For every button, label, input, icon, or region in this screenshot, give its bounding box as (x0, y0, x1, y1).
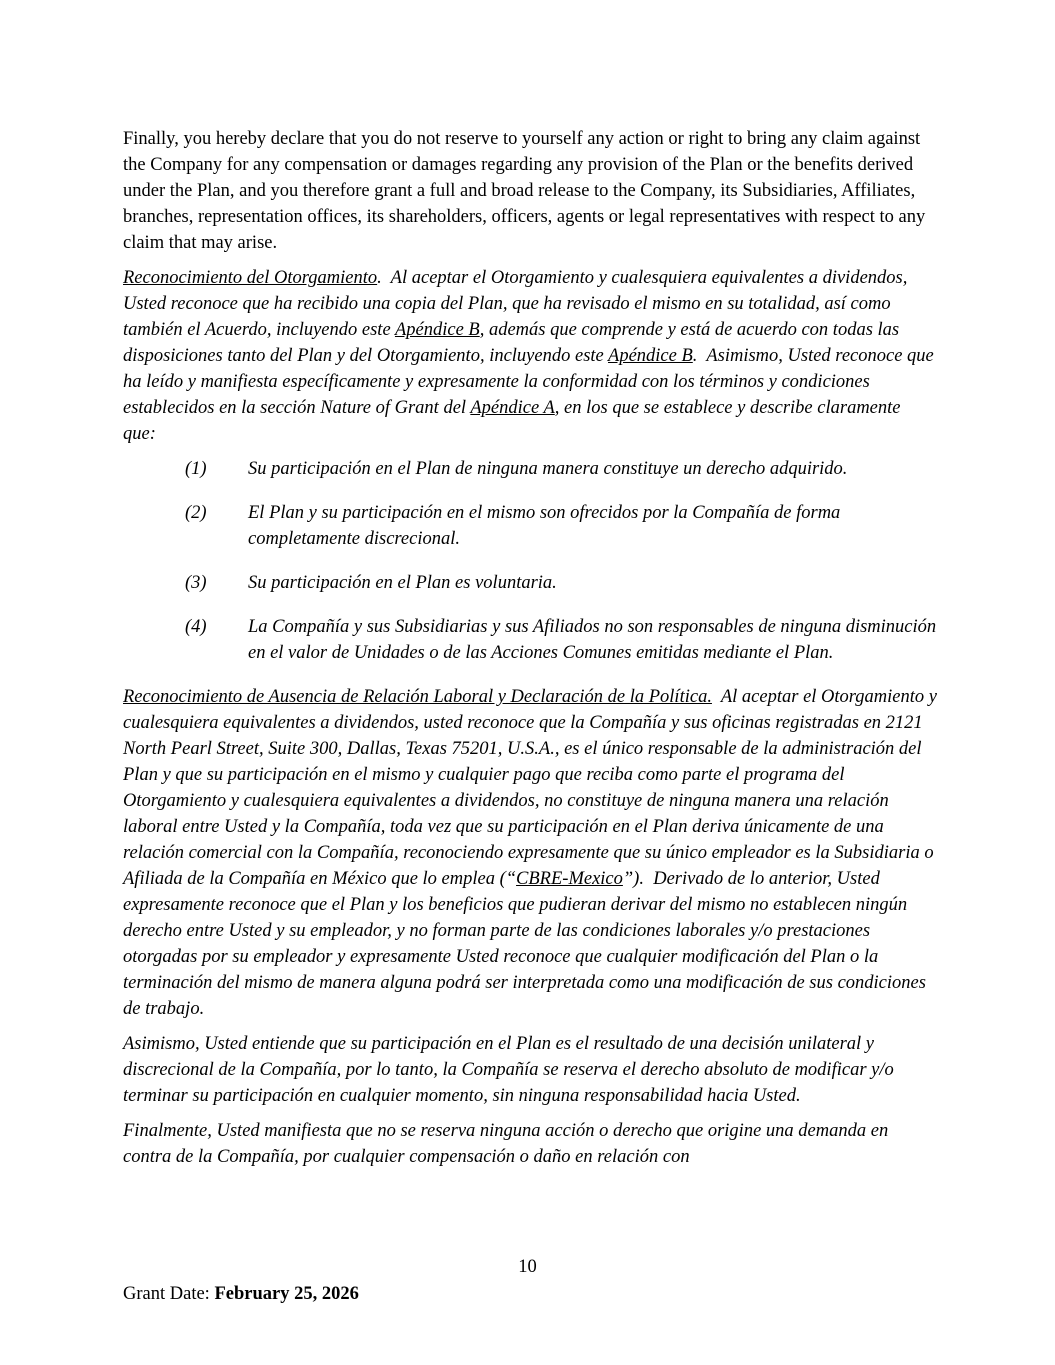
paragraph-reconocimiento-ausencia-relacion-laboral (123, 684, 942, 1022)
underlined-apendice-b-reference: Apéndice B (608, 346, 693, 366)
list-text: Su participación en el Plan de ninguna manera constituye un derecho adquirido. (248, 459, 848, 479)
grant-date-label: Grant Date: (123, 1284, 215, 1304)
list-marker: (1) (185, 459, 207, 479)
list-item-1 (123, 456, 937, 482)
list-text: La Compañía y sus Subsidiarias y sus Afiliados no son responsables de ninguna disminución en el valor de Unidades o de las Acciones Comunes emitidas mediante el Plan. (248, 617, 941, 663)
underlined-apendice-b-reference: Apéndice B (394, 320, 480, 340)
underlined-heading-ausencia-relacion-laboral: Reconocimiento de Ausencia de Relación Laboral y Declaración de la Política. (123, 687, 712, 707)
list-marker: (3) (185, 573, 207, 593)
list-marker: (2) (185, 503, 207, 523)
list-marker: (4) (185, 617, 207, 637)
grant-date-line (123, 1281, 359, 1307)
grant-date-value: February 25, 2026 (214, 1284, 359, 1304)
paragraph-finalmente: Finalmente, Usted manifiesta que no se reserva ninguna acción o derecho que origine una demanda en contra de la Compañía, por cualquier compensación o daño en relación con (123, 1121, 893, 1167)
text-segment: , además que comprende y está de acuerdo con todas las disposiciones tanto del Plan y del Otorgamiento, incluyendo este (123, 320, 904, 366)
text-segment: , en los que se establece y describe claramente que: (123, 398, 906, 444)
underlined-apendice-a-reference: Apéndice A (470, 398, 555, 418)
list-text: El Plan y su participación en el mismo son ofrecidos por la Compañía de forma completamente discrecional. (248, 503, 845, 549)
list-item-4 (123, 614, 941, 666)
paragraph-reconocimiento-del-otorgamiento (123, 265, 937, 447)
text-segment: . Al aceptar el Otorgamiento y cualesquiera equivalentes a dividendos, Usted reconoce que ha recibido una copia del Plan, que ha revisado el mismo en su totalidad, así como también el Acuerdo, incluyendo este (123, 268, 912, 340)
page-number: 10 (518, 1257, 537, 1277)
underlined-cbre-mexico-reference: CBRE-Mexico (516, 869, 623, 889)
text-segment: Al aceptar el Otorgamiento y cualesquiera equivalentes a dividendos, usted reconoce que la Compañía y sus oficinas registradas en 2121 North Pearl Street, Suite 300, Dallas, Texas 75201, U.S.A., es el único responsable de la administración del Plan y que su participación en el mismo y cualquier pago que reciba como parte el programa del Otorgamiento y cualesquiera equivalentes a dividendos, no constituye de ninguna manera una relación laboral entre Usted y la Compañía, toda vez que su participación en el Plan deriva únicamente de una relación comercial con la Compañía, reconociendo expresamente que su único empleador es la Subsidiaria o Afiliada de la Compañía en México que lo emplea (“ (123, 687, 942, 889)
paragraph-asimismo: Asimismo, Usted entiende que su participación en el Plan es el resultado de una decisión unilateral y discrecional de la Compañía, por lo tanto, la Compañía se reserva el derecho absoluto de modificar y/o terminar su participación en cualquier momento, sin ninguna responsabilidad hacia Usted. (123, 1034, 899, 1106)
document-body (123, 126, 942, 1179)
list-item-2 (123, 500, 937, 552)
list-text: Su participación en el Plan es voluntaria. (248, 573, 557, 593)
list-item-3 (123, 570, 937, 596)
underlined-heading-reconocimiento-del-otorgamiento: Reconocimiento del Otorgamiento (123, 268, 378, 288)
text-segment: ”). Derivado de lo anterior, Usted expresamente reconoce que el Plan y los beneficios que pudieran derivar del mismo no establecen ningún derecho entre Usted y su empleador, y no forman parte de las condiciones laborales y/o prestaciones otorgadas por su empleador y expresamente Usted reconoce que cualquier modificación del Plan o la terminación del mismo de manera alguna podrá ser interpretada como una modificación de sus condiciones de trabajo. (123, 869, 931, 1019)
text-segment: . Asimismo, Usted reconoce que ha leído y manifiesta específicamente y expresamente la conformidad con los términos y condiciones establecidos en la sección Nature of Grant del (123, 346, 939, 418)
numbered-list (123, 456, 941, 666)
paragraph-release-english: Finally, you hereby declare that you do not reserve to yourself any action or right to bring any claim against the Company for any compensation or damages regarding any provision of the Plan or the benefits derived under the Plan, and you therefore grant a full and broad release to the Company, its Subsidiaries, Affiliates, branches, representation offices, its shareholders, officers, agents or legal representatives with respect to any claim that may arise. (123, 129, 930, 253)
